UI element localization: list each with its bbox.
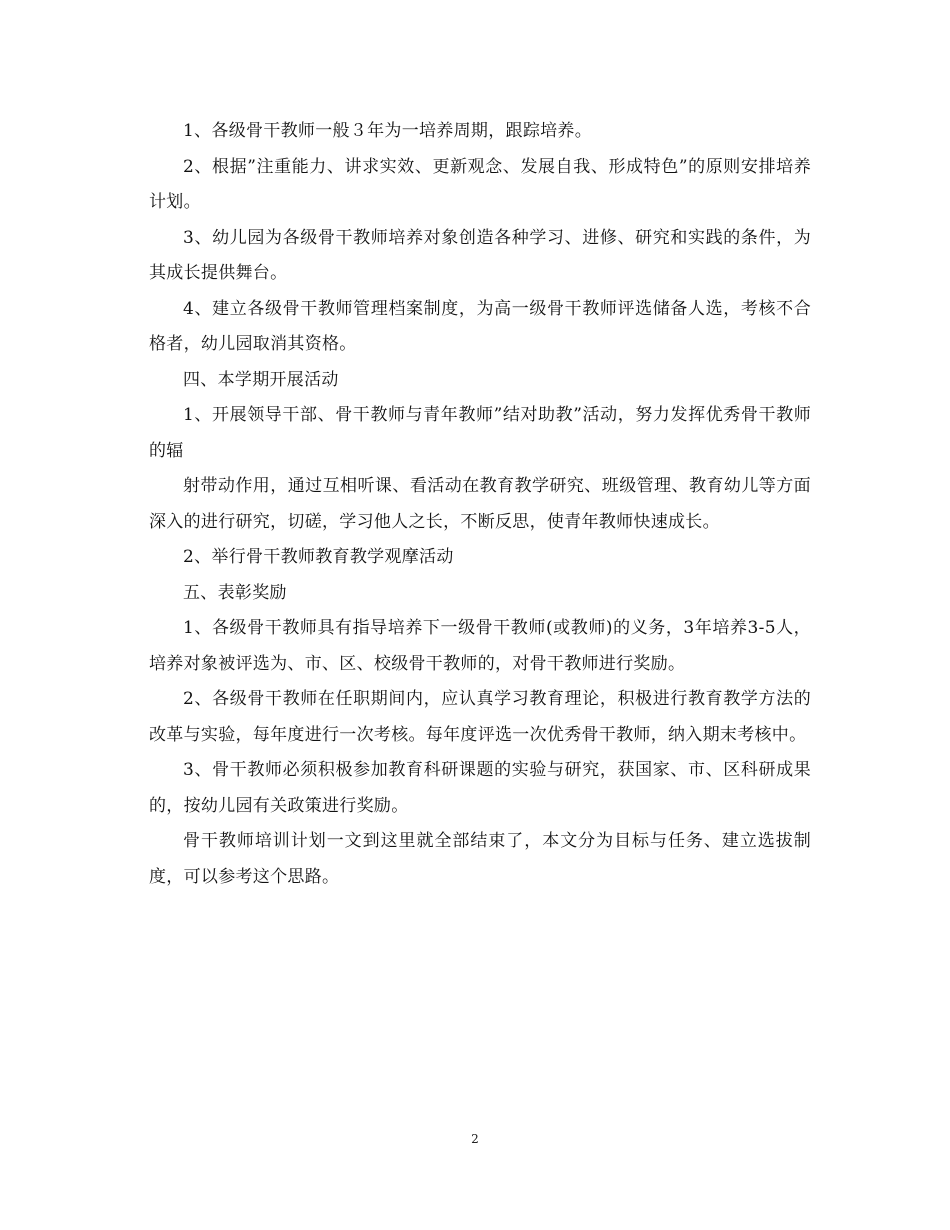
paragraph-7: 2、举行骨干教师教育教学观摩活动 (183, 547, 454, 567)
document-body (149, 114, 811, 895)
paragraph-3: 3、幼儿园为各级骨干教师培养对象创造各种学习、进修、研究和实践的条件，为其成长提供舞台。 (149, 227, 811, 283)
section-heading-4: 四、本学期开展活动 (183, 369, 339, 390)
section-heading-5: 五、表彰奖励 (183, 582, 287, 603)
paragraph-8: 1、各级骨干教师具有指导培养下一级骨干教师(或教师)的义务，3年培养3-5人，培养对象被评选为、市、区、校级骨干教师的，对骨干教师进行奖励。 (149, 618, 811, 674)
paragraph-10: 3、骨干教师必须积极参加教育科研课题的实验与研究，获国家、市、区科研成果的，按幼儿园有关政策进行奖励。 (149, 760, 811, 816)
page-number: 2 (471, 1132, 479, 1146)
paragraph-5: 1、开展领导干部、骨干教师与青年教师”结对助教”活动，努力发挥优秀骨干教师的辐 (149, 405, 811, 461)
paragraph-1: 1、各级骨干教师一般３年为一培养周期，跟踪培养。 (183, 121, 593, 141)
paragraph-4: 4、建立各级骨干教师管理档案制度，为高一级骨干教师评选储备人选，考核不合格者，幼儿园取消其资格。 (149, 298, 811, 354)
paragraph-6: 射带动作用，通过互相听课、看活动在教育教学研究、班级管理、教育幼儿等方面深入的进行研究，切磋，学习他人之长，不断反思，使青年教师快速成长。 (149, 476, 811, 532)
paragraph-9: 2、各级骨干教师在任职期间内，应认真学习教育理论，积极进行教育教学方法的改革与实验，每年度进行一次考核。每年度评选一次优秀骨干教师，纳入期末考核中。 (149, 689, 811, 745)
paragraph-2: 2、根据”注重能力、讲求实效、更新观念、发展自我、形成特色”的原则安排培养计划。 (149, 156, 811, 212)
closing-paragraph: 骨干教师培训计划一文到这里就全部结束了，本文分为目标与任务、建立选拔制度，可以参考这个思路。 (149, 831, 811, 887)
